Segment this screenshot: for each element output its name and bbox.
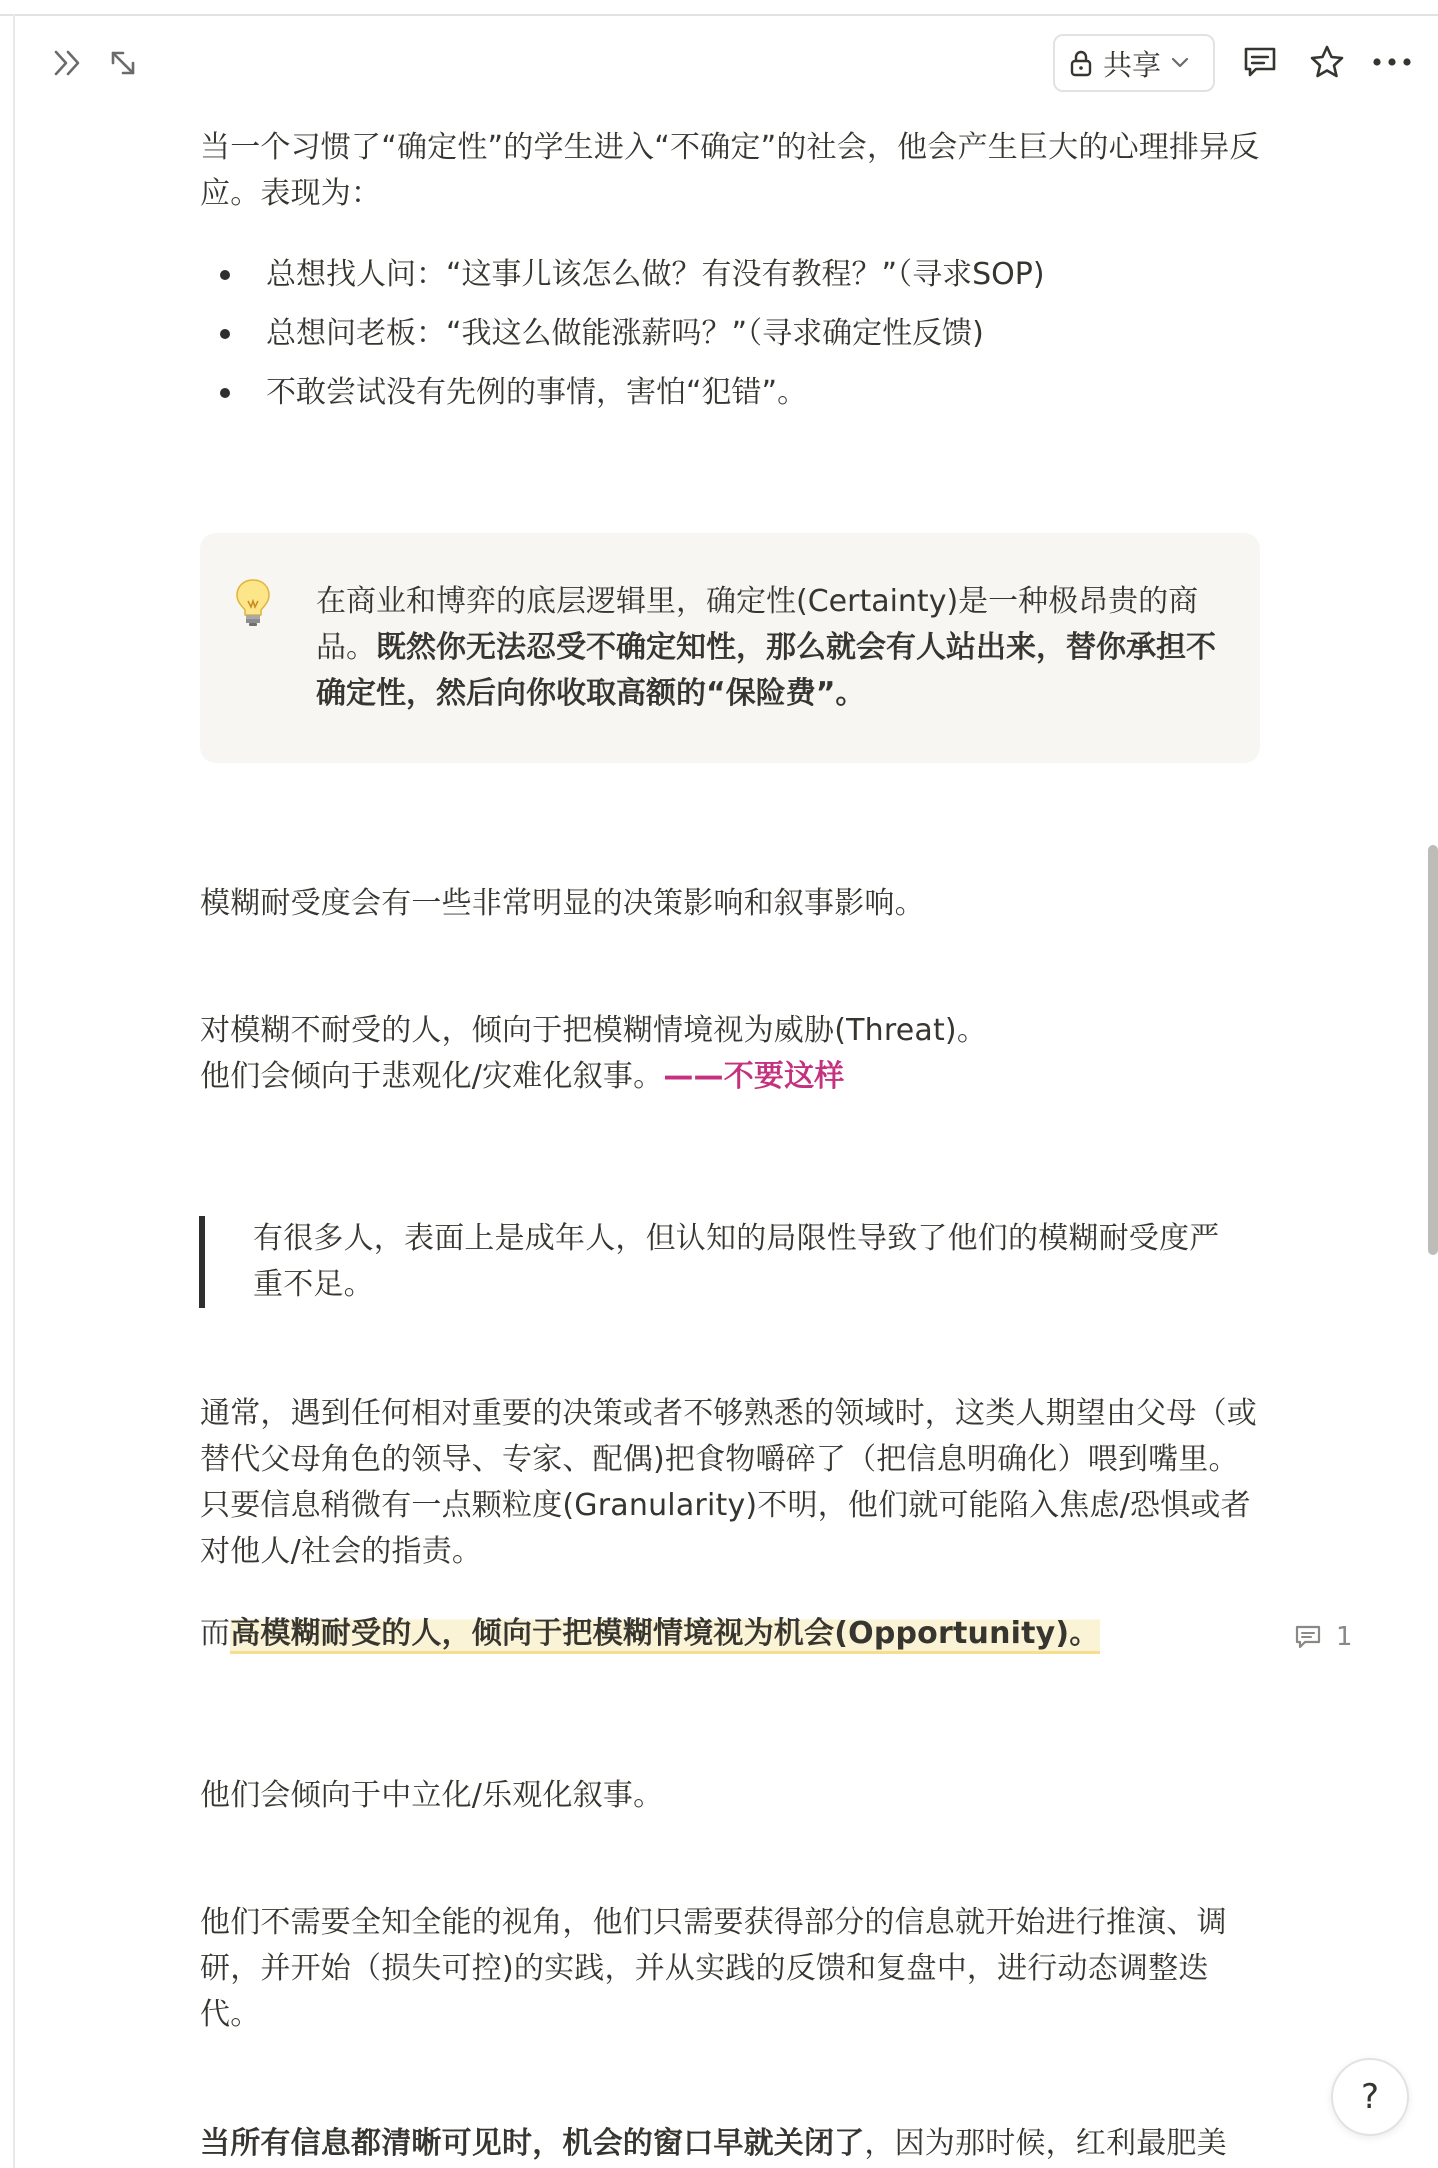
- bullet-dot: [220, 329, 230, 339]
- neutral-paragraph: 他们会倾向于中立化/乐观化叙事。: [200, 1778, 664, 1813]
- threat-line-1: 对模糊不耐受的人，倾向于把模糊情境视为威胁(Threat)。: [200, 1013, 988, 1048]
- window-paragraph: [200, 2121, 1260, 2167]
- bullet-item: 总想找人问：“这事儿该怎么做？有没有教程？”（寻求SOP): [266, 257, 1045, 292]
- star-icon[interactable]: [1305, 40, 1349, 84]
- scrollbar-thumb[interactable]: [1428, 845, 1438, 1255]
- lock-icon: [1069, 49, 1093, 77]
- collapse-sidebar-icon[interactable]: [52, 46, 86, 86]
- lightbulb-icon: [234, 577, 272, 631]
- impact-paragraph: 模糊耐受度会有一些非常明显的决策影响和叙事影响。: [200, 886, 925, 921]
- callout-block: [200, 533, 1260, 763]
- iterate-paragraph: 他们不需要全知全能的视角，他们只需要获得部分的信息就开始进行推演、调研，并开始（损失可控)的实践，并从实践的反馈和复盘中，进行动态调整迭代。: [200, 1905, 1227, 2032]
- expand-icon[interactable]: [108, 48, 138, 84]
- opportunity-highlight[interactable]: 高模糊耐受的人，倾向于把模糊情境视为机会(Opportunity)。: [230, 1616, 1099, 1654]
- window-rest-text: ，因为那时候，红利最肥美: [864, 2126, 1227, 2161]
- share-label: 共享: [1103, 47, 1162, 82]
- threat-emphasis: ——不要这样: [663, 1059, 845, 1094]
- chevron-down-icon: [1171, 57, 1189, 69]
- window-bold-text: 当所有信息都清晰可见时，机会的窗口早就关闭了: [200, 2126, 865, 2161]
- bullet-item: 不敢尝试没有先例的事情，害怕“犯错”。: [266, 375, 808, 410]
- intro-paragraph: 当一个习惯了“确定性”的学生进入“不确定”的社会，他会产生巨大的心理排异反应。表现为：: [200, 130, 1260, 211]
- comment-count-badge[interactable]: [1294, 1622, 1353, 1652]
- bullet-dot: [220, 388, 230, 398]
- comment-count: 1: [1336, 1622, 1353, 1652]
- bullet-item: 总想问老板：“我这么做能涨薪吗？”（寻求确定性反馈): [266, 316, 984, 351]
- more-options-icon[interactable]: [1370, 40, 1414, 84]
- callout-normal-text: 在商业和博弈的底层逻辑里，确定性(Certainty)是一种极昂贵的商品。: [316, 584, 1199, 665]
- comment-icon: [1294, 1624, 1322, 1650]
- opportunity-paragraph: [200, 1611, 1260, 1657]
- callout-text: [316, 579, 1216, 717]
- window-left-border: [13, 14, 15, 2168]
- comments-icon[interactable]: [1238, 40, 1282, 84]
- parents-paragraph: 通常，遇到任何相对重要的决策或者不够熟悉的领域时，这类人期望由父母（或替代父母角色的领导、专家、配偶)把食物嚼碎了（把信息明确化）喂到嘴里。只要信息稍微有一点颗粒度(Granularity)不明，他们就可能陷入焦虑/恐惧或者对他人/社会的指责。: [200, 1396, 1257, 1569]
- help-label: ?: [1360, 2077, 1380, 2117]
- window-top-border: [0, 14, 1438, 16]
- opportunity-prefix: 而: [200, 1616, 231, 1651]
- share-button[interactable]: [1053, 34, 1215, 92]
- quote-text: 有很多人，表面上是成年人，但认知的局限性导致了他们的模糊耐受度严重不足。: [253, 1221, 1220, 1302]
- callout-bold-text: 既然你无法忍受不确定知性，那么就会有人站出来，替你承担不确定性，然后向你收取高额的“保险费”。: [316, 630, 1216, 711]
- threat-line-2: [200, 1054, 1260, 1100]
- bullet-dot: [220, 270, 230, 280]
- help-button[interactable]: [1331, 2058, 1409, 2136]
- quote-bar: [199, 1216, 205, 1308]
- threat-line-2-text: 他们会倾向于悲观化/灾难化叙事。: [200, 1059, 664, 1094]
